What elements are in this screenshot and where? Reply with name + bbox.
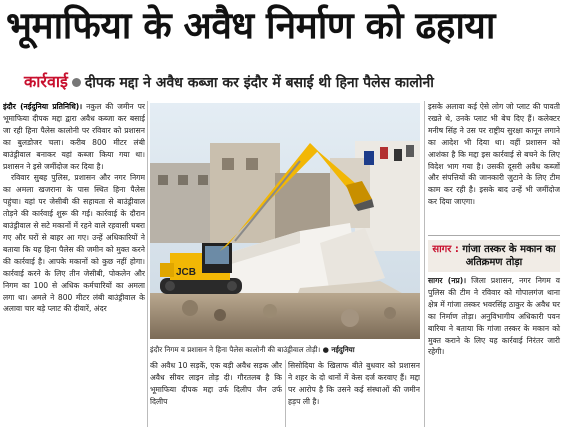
headline: भूमाफिया के अवैध निर्माण को ढहाया bbox=[6, 4, 495, 47]
svg-text:JCB: JCB bbox=[176, 267, 197, 278]
article-paragraph: रविवार सुबह पुलिस, प्रशासन और नगर निगम का अमला खजराना के पास स्थित हिना पैलेस पहुंचा। यहां पर जेसीबी की सहायता से बाउंड्रीवाल तोड़ने की कार्रवाई शुरू की गई। कार्रवाई के दौरान बाउंड्रीवाल से सटे मकानों में रहने वाले रहवासी घबरा गए और घरों से बाहर आ गए। उन्हें अधिकारियों ने बताया कि यह हिना पैलेस की जमीन को मुक्त करने की कार्रवाई है। आपके मकानों को कुछ नहीं होगा। कार्रवाई करने के लिए तीन जेसीबी, पोकलेन और निगम का 100 से अधिक कर्मचारियों का अमला लगा था। अमले ने 800 मीटर लंबी बाउंड्रीवाल के अलावा चार बड़े प्लाट की दीवारें, अंदर bbox=[3, 173, 145, 314]
excavator-photo-illustration bbox=[150, 103, 420, 339]
article-column-3 bbox=[288, 360, 420, 428]
article-paragraph: की अवैध 10 सड़कें, एक बड़ी अवैध सड़क और अवैध सीवर लाइन तोड़ दी। गौरतलब है कि भूमाफिया दीपक मद्दा उर्फ दिलीप जैन उर्फ दिलीप bbox=[150, 361, 282, 406]
news-photo bbox=[150, 103, 420, 339]
article-paragraph: इसके अलावा कई ऐसे लोग जो प्लाट की पावती रखते थे, उनके प्लाट भी बेच दिए हैं। कलेक्टर मनीष सिंह ने उस पर राष्ट्रीय सुरक्षा कानून लगाने का आदेश भी दिया था। वहीं प्रशासन को आशंका है कि मद्दा इस कार्रवाई से बचने के लिए विदेश भाग गया है। उसकी दूसरी अवैध कब्जों और संपत्तियों की जानकारी जुटाने के लिए टीम काम कर रही है। इसके बाद उन्हें भी जमींदोज कर दिया जाएगा। bbox=[428, 102, 560, 207]
sidebar-body-text: जिला प्रशासन, नगर निगम व पुलिस की टीम ने रविवार को गोपालगंज थाना क्षेत्र में गांजा तस्कर भवरसिंह ठाकुर के अवैध घर का निर्माण तोड़ा। अनुविभागीय अधिकारी पवन बारिया ने बताया कि गांजा तस्कर के मकान को मुक्त कराने के लिए यह कार्रवाई निरंतर जारी रहेगी। bbox=[428, 276, 560, 357]
deck bbox=[24, 72, 434, 92]
sidebar-headline-text: गांजा तस्कर के मकान का अतिक्रमण तोड़ा bbox=[462, 244, 556, 268]
article-column-2 bbox=[150, 360, 282, 428]
deck-kicker: कार्रवाई bbox=[24, 72, 68, 91]
column-divider bbox=[285, 360, 286, 427]
sidebar-kicker: सागर : bbox=[432, 244, 459, 255]
sidebar-headline bbox=[428, 240, 560, 272]
sidebar-dateline: सागर (नप्र)। bbox=[428, 276, 467, 285]
article-paragraph: सिसोदिया के खिलाफ बीते बुधवार को प्रशासन ने शहर के दो थानों में केस दर्ज करवाए हैं। मद्दा पर आरोप है कि उसने कई संस्थाओं की जमीन हड़प ली है। bbox=[288, 361, 420, 406]
article-paragraph: नकुल की जमीन पर भूमाफिया दीपक मद्दा द्वारा अवैध कब्जा कर बसाई जा रही हिना पैलेस कालोनी पर रविवार को प्रशासन का बुलडोजर चला। करीब 800 मीटर लंबी बाउंड्रीवाल बनाकर यहां कब्जा किया गया था। प्रशासन ने इसे जमींदोज कर दिया है। bbox=[3, 102, 145, 171]
photo-credit: ● नईदुनिया bbox=[322, 345, 355, 354]
bullet-icon bbox=[72, 78, 81, 87]
article-dateline: इंदौर (नईदुनिया प्रतिनिधि)। bbox=[3, 102, 83, 111]
article-column-1 bbox=[3, 101, 145, 428]
sidebar-body bbox=[428, 275, 560, 358]
column-divider bbox=[424, 101, 425, 427]
photo-caption-text: इंदौर निगम व प्रशासन ने हिना पैलेस कालोनी की बाउंड्रीवाल तोड़ी। bbox=[150, 345, 321, 354]
column-divider bbox=[147, 101, 148, 427]
photo-caption bbox=[150, 343, 424, 357]
article-column-4 bbox=[428, 101, 560, 233]
sidebar-brief bbox=[428, 235, 560, 429]
deck-subhead: दीपक मद्दा ने अवैध कब्जा कर इंदौर में बसाई थी हिना पैलेस कालोनी bbox=[84, 75, 434, 91]
